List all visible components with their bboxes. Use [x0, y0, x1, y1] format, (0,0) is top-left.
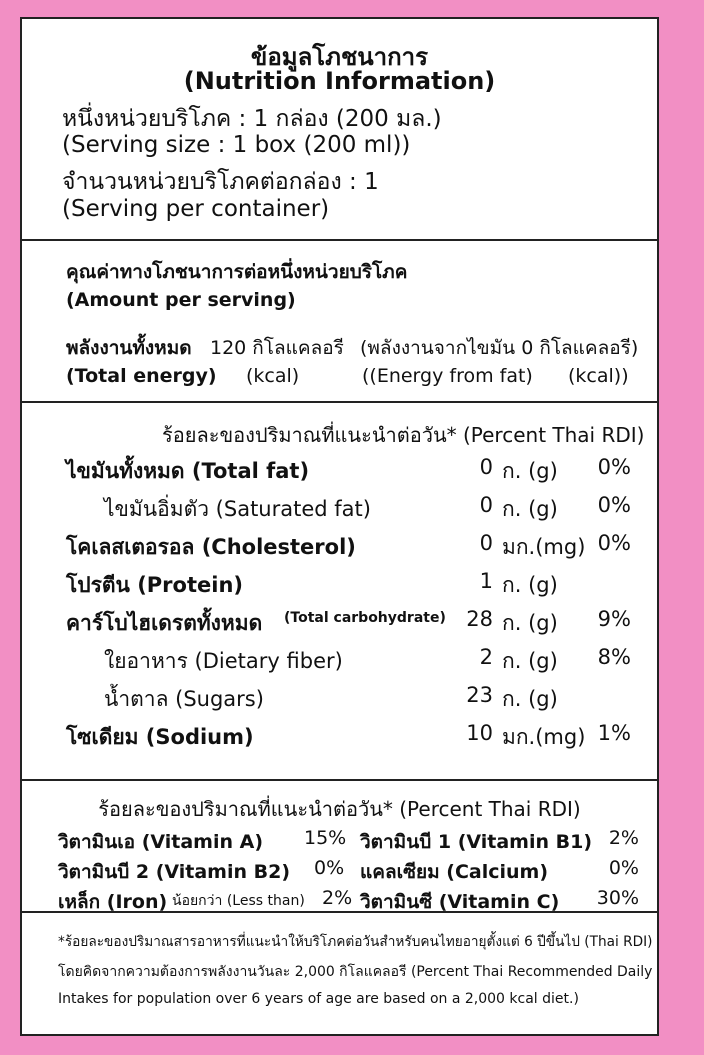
nutrient-amount: 0: [479, 531, 493, 555]
vitamins-rdi-heading: ร้อยละของปริมาณที่แนะนำต่อวัน* (Percent Thai RDI): [98, 797, 581, 821]
nutrient-label: โคเลสเตอรอล (Cholesterol): [66, 535, 356, 559]
vitamins-section: [22, 781, 657, 913]
total-energy-value: 120 กิโลแคลอรี: [210, 337, 344, 359]
servings-per-container-thai: จำนวนหน่วยบริโภคต่อกล่อง : 1: [62, 169, 379, 195]
nutrient-label: ใยอาหาร (Dietary fiber): [104, 649, 343, 673]
nutrient-unit: ก. (g): [502, 687, 558, 711]
total-energy-thai: พลังงานทั้งหมด: [66, 337, 192, 359]
nutrient-amount: 10: [466, 721, 493, 745]
nutrition-label: [20, 17, 659, 1036]
nutrient-label: ไขมันทั้งหมด (Total fat): [66, 459, 310, 483]
nutrient-label: โปรตีน (Protein): [66, 573, 243, 597]
vitamin-a-percent: 15%: [304, 827, 347, 849]
nutrient-unit: มก.(mg): [502, 725, 586, 749]
nutrient-percent: 1%: [597, 721, 631, 745]
energy-from-fat-thai: (พลังงานจากไขมัน 0 กิโลแคลอรี): [360, 337, 639, 359]
footnote-line-3: Intakes for population over 6 years of age are based on a 2,000 kcal diet.): [58, 991, 579, 1007]
nutrient-amount: 28: [466, 607, 493, 631]
iron-label: เหล็ก (Iron): [58, 891, 168, 913]
nutrient-unit: ก. (g): [502, 649, 558, 673]
total-energy-unit: (kcal): [246, 365, 300, 387]
amount-title-english: (Amount per serving): [66, 289, 296, 311]
nutrients-rdi-heading: ร้อยละของปริมาณที่แนะนำต่อวัน* (Percent Thai RDI): [162, 423, 645, 447]
iron-less-than-note: น้อยกว่า (Less than): [172, 893, 305, 909]
footnote-section: [22, 913, 657, 1034]
serving-size-english: (Serving size : 1 box (200 ml)): [62, 132, 411, 158]
nutrient-percent: 0%: [597, 455, 631, 479]
nutrient-percent: 0%: [597, 531, 631, 555]
serving-info-section: [22, 19, 657, 241]
vitamin-b2-percent: 0%: [314, 857, 345, 879]
nutrient-percent: 8%: [597, 645, 631, 669]
energy-from-fat-english: ((Energy from fat): [362, 365, 533, 387]
serving-size-thai: หนึ่งหน่วยบริโภค : 1 กล่อง (200 มล.): [62, 106, 442, 132]
nutrient-amount: 0: [479, 455, 493, 479]
footnote-line-1: *ร้อยละของปริมาณสารอาหารที่แนะนำให้บริโภคต่อวันสำหรับคนไทยอายุตั้งแต่ 6 ปีขึ้นไป (Thai RDI): [58, 934, 653, 950]
nutrient-amount: 0: [479, 493, 493, 517]
nutrient-unit: ก. (g): [502, 459, 558, 483]
servings-per-container-english: (Serving per container): [62, 196, 330, 222]
nutrient-unit: มก.(mg): [502, 535, 586, 559]
vitamin-b1-percent: 2%: [608, 827, 639, 849]
vitamin-c-percent: 30%: [596, 887, 639, 909]
vitamin-b2-label: วิตามินบี 2 (Vitamin B2): [58, 861, 291, 883]
nutrient-label: โซเดียม (Sodium): [66, 725, 254, 749]
vitamin-a-label: วิตามินเอ (Vitamin A): [58, 831, 264, 853]
nutrient-amount: 23: [466, 683, 493, 707]
nutrient-percent: 9%: [597, 607, 631, 631]
label-title-thai: ข้อมูลโภชนาการ: [250, 43, 429, 71]
vitamin-c-label: วิตามินซี (Vitamin C): [360, 891, 560, 913]
footnote-line-2: โดยคิดจากความต้องการพลังงานวันละ 2,000 กิโลแคลอรี (Percent Thai Recommended Daily: [58, 964, 653, 980]
amount-per-serving-section: [22, 241, 657, 403]
nutrient-label: คาร์โบไฮเดรตทั้งหมด: [66, 611, 263, 635]
nutrient-label: น้ำตาล (Sugars): [104, 687, 264, 711]
label-title-english: (Nutrition Information): [183, 67, 496, 95]
nutrient-percent: 0%: [597, 493, 631, 517]
calcium-label: แคลเซียม (Calcium): [360, 861, 549, 883]
nutrient-unit: ก. (g): [502, 573, 558, 597]
nutrient-unit: ก. (g): [502, 497, 558, 521]
nutrient-amount: 1: [479, 569, 493, 593]
nutrient-unit: ก. (g): [502, 611, 558, 635]
calcium-percent: 0%: [608, 857, 639, 879]
amount-title-thai: คุณค่าทางโภชนาการต่อหนึ่งหน่วยบริโภค: [66, 261, 408, 283]
iron-percent: 2%: [322, 887, 353, 909]
nutrient-label-english-small: (Total carbohydrate): [284, 610, 446, 626]
total-energy-english: (Total energy): [66, 365, 217, 387]
nutrient-label: ไขมันอิ่มตัว (Saturated fat): [104, 497, 371, 521]
vitamin-b1-label: วิตามินบี 1 (Vitamin B1): [360, 831, 593, 853]
nutrient-amount: 2: [479, 645, 493, 669]
nutrients-section: [22, 403, 657, 781]
energy-from-fat-unit: (kcal)): [568, 365, 629, 387]
